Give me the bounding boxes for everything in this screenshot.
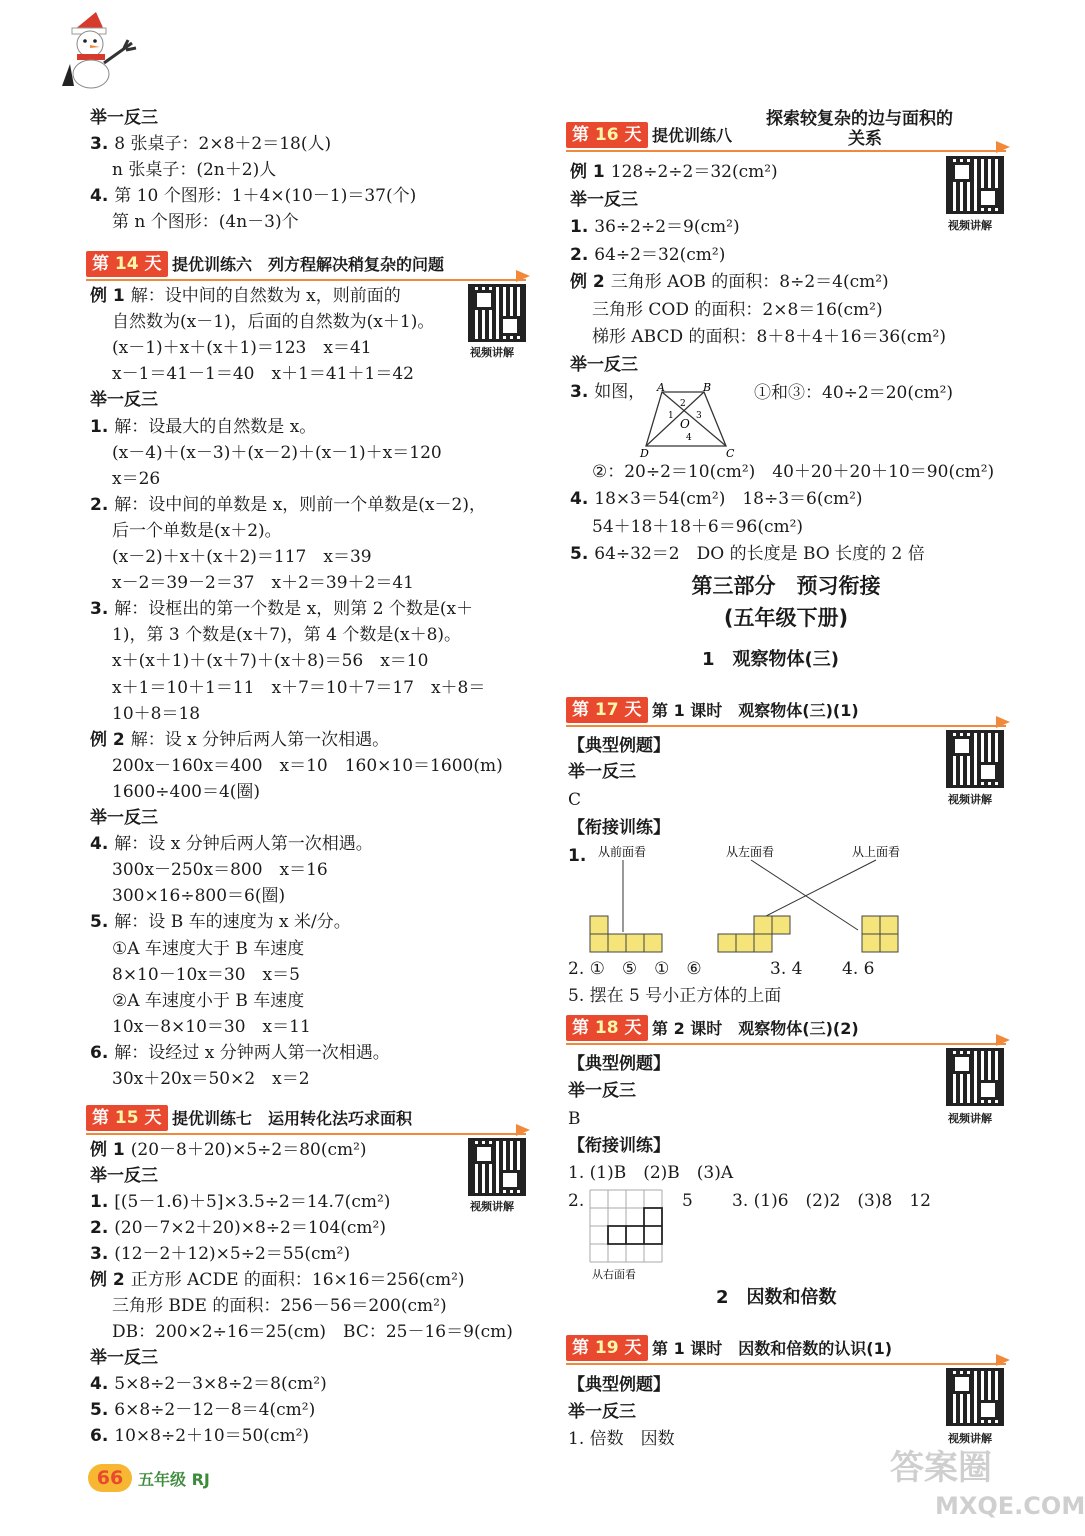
item-text: 18×3＝54(cm²) 18÷3＝6(cm²) bbox=[594, 489, 863, 509]
answer-line bbox=[90, 1294, 447, 1318]
day18-h3: 【衔接训练】 bbox=[568, 1136, 670, 1156]
answer-line bbox=[570, 353, 644, 377]
answer-line bbox=[90, 937, 304, 961]
qr-caption: 视频讲解 bbox=[948, 793, 992, 806]
day17-title: 第 1 课时 观察物体(三)(1) bbox=[652, 701, 859, 720]
label-a: A bbox=[657, 381, 665, 394]
item-heading: 例 2 bbox=[90, 729, 125, 750]
answer-line bbox=[90, 310, 434, 334]
item-text: (20－7×2＋20)×8÷2＝104(cm²) bbox=[114, 1218, 386, 1238]
answer-line bbox=[90, 493, 486, 517]
day17-q2: 2. ① ⑤ ① ⑥ bbox=[568, 959, 702, 979]
item-heading: 例 2 bbox=[570, 272, 605, 292]
item-text: 三角形 COD 的面积：2×8＝16(cm²) bbox=[592, 299, 883, 320]
item-text: 6×8÷2－12－8＝4(cm²) bbox=[114, 1400, 316, 1420]
qr-caption: 视频讲解 bbox=[470, 346, 514, 359]
qr-code-icon[interactable] bbox=[946, 1048, 1004, 1106]
item-number: 1. bbox=[90, 416, 109, 437]
watermark-url: MXQE.COM bbox=[935, 1492, 1085, 1520]
answer-line bbox=[90, 519, 282, 543]
item-text: 三角形 BDE 的面积：256－56＝200(cm²) bbox=[112, 1296, 447, 1316]
answer-line bbox=[90, 597, 473, 621]
day18-badge: 第 18 天 bbox=[566, 1015, 648, 1041]
watermark-logo: 答案圈 bbox=[890, 1448, 992, 1488]
day16-title2a: 探索较复杂的边与面积的 bbox=[766, 109, 953, 129]
item-text: 自然数为(x－1)，后面的自然数为(x＋1)。 bbox=[112, 312, 435, 333]
item-text: 10＋8＝18 bbox=[112, 703, 201, 724]
region-1: 1 bbox=[668, 411, 674, 421]
label-c: C bbox=[726, 447, 735, 460]
view-left: 从左面看 bbox=[726, 845, 775, 859]
day15-title: 提优训练七 运用转化法巧求面积 bbox=[172, 1109, 413, 1128]
day15-header bbox=[86, 1103, 526, 1135]
region-3: 3 bbox=[696, 411, 702, 421]
unit1-title: 1 观察物体(三) bbox=[702, 649, 839, 670]
item-text: (x－2)＋x＋(x＋2)＝117 x＝39 bbox=[112, 547, 372, 567]
item-text: 5×8÷2－3×8÷2＝8(cm²) bbox=[114, 1374, 327, 1394]
part3-subtitle: (五年级下册) bbox=[723, 606, 849, 630]
trapezoid-figure bbox=[640, 382, 740, 458]
item-heading: 举一反三 bbox=[90, 1348, 158, 1368]
item-text: 8×10－10x＝30 x＝5 bbox=[112, 964, 300, 985]
answer-line bbox=[90, 415, 316, 439]
answer-line bbox=[90, 832, 373, 856]
item-text: 1600÷400＝4(圈) bbox=[112, 781, 261, 802]
day16-title: 提优训练八 bbox=[652, 126, 733, 145]
view-top: 从上面看 bbox=[852, 845, 901, 859]
answer-line bbox=[570, 460, 994, 484]
item-text: (x－4)＋(x－3)＋(x－2)＋(x－1)＋x＝120 bbox=[112, 442, 442, 463]
qr-caption: 视频讲解 bbox=[948, 219, 992, 232]
day18-q3: 3. (1)6 (2)2 (3)8 12 bbox=[732, 1191, 931, 1211]
answer-line bbox=[90, 649, 428, 673]
item-number: 5. bbox=[570, 544, 589, 564]
item-text: x＋(x＋1)＋(x＋7)＋(x＋8)＝56 x＝10 bbox=[112, 651, 429, 672]
item-text: 36÷2÷2＝9(cm²) bbox=[594, 217, 740, 237]
answer-line bbox=[90, 1320, 513, 1344]
item-text: 64÷32＝2 DO 的长度是 BO 长度的 2 倍 bbox=[594, 544, 925, 564]
day17-q4: 4. 6 bbox=[842, 959, 875, 979]
item-text: x＝26 bbox=[112, 468, 161, 489]
item-text: x－2＝39－2＝37 x＋2＝39＋2＝41 bbox=[112, 573, 414, 594]
answer-line bbox=[90, 336, 372, 360]
item-heading: 举一反三 bbox=[90, 390, 158, 411]
answer-line bbox=[90, 362, 414, 386]
item-text: 解：设 x 分钟后两人第一次相遇。 bbox=[130, 729, 390, 750]
day16-title2b: 关系 bbox=[848, 129, 882, 149]
day17-badge: 第 17 天 bbox=[566, 697, 648, 723]
answer-line bbox=[90, 910, 351, 934]
item-text: 30x＋20x＝50×2 x＝2 bbox=[112, 1069, 310, 1089]
item-number: 5. bbox=[90, 912, 109, 933]
right-view-grid bbox=[590, 1190, 670, 1282]
item-text: 解：设最大的自然数是 x。 bbox=[114, 416, 317, 437]
day19-badge: 第 19 天 bbox=[566, 1335, 648, 1361]
qr-caption: 视频讲解 bbox=[948, 1432, 992, 1445]
day18-q1: 1. (1)B (2)B (3)A bbox=[568, 1163, 734, 1183]
answer-line bbox=[90, 623, 461, 647]
page-number: 66 bbox=[88, 1464, 132, 1492]
answer-line bbox=[90, 780, 260, 804]
item-number: 3. bbox=[570, 382, 589, 402]
answer-line bbox=[570, 188, 644, 212]
answer-line bbox=[90, 963, 300, 987]
item-number: 1. bbox=[570, 217, 589, 237]
answer-line bbox=[90, 132, 331, 156]
day19-header bbox=[566, 1333, 1006, 1365]
snowman-illustration bbox=[44, 8, 144, 88]
item-text: 后一个单数是(x＋2)。 bbox=[112, 520, 282, 541]
region-4: 4 bbox=[686, 433, 692, 443]
item-text: 正方形 ACDE 的面积：16×16＝256(cm²) bbox=[130, 1270, 465, 1290]
item-text: ②：20÷2＝10(cm²) 40＋20＋20＋10＝90(cm²) bbox=[592, 461, 995, 482]
item-text: [(5－1.6)＋5]×3.5÷2＝14.7(cm²) bbox=[114, 1192, 391, 1212]
answer-line bbox=[570, 487, 863, 511]
answer-line bbox=[90, 728, 389, 752]
answer-line bbox=[90, 1067, 310, 1091]
answer-line bbox=[90, 467, 160, 491]
grade-label: 五年级 RJ bbox=[138, 1470, 210, 1489]
answer-line bbox=[90, 1424, 309, 1448]
answer-line bbox=[90, 1216, 386, 1240]
item-heading: 举一反三 bbox=[570, 354, 638, 375]
answer-line bbox=[90, 754, 503, 778]
label-o: O bbox=[680, 417, 690, 431]
item-text: 三角形 AOB 的面积：8÷2＝4(cm²) bbox=[610, 272, 889, 292]
day17-header bbox=[566, 695, 1006, 727]
item-heading: 例 1 bbox=[570, 162, 605, 182]
answer-line bbox=[570, 298, 883, 322]
item-text: 300x－250x＝800 x＝16 bbox=[112, 860, 328, 881]
answer-line bbox=[90, 1398, 315, 1422]
item-text: 128÷2÷2＝32(cm²) bbox=[610, 162, 778, 182]
item-number: 4. bbox=[570, 489, 589, 509]
region-2: 2 bbox=[680, 399, 686, 409]
qr-code-icon[interactable] bbox=[946, 1368, 1004, 1426]
view-front: 从前面看 bbox=[598, 845, 647, 859]
item-heading: 例 2 bbox=[90, 1270, 125, 1290]
day18-header bbox=[566, 1013, 1006, 1045]
day16-badge: 第 16 天 bbox=[566, 122, 648, 148]
item-heading: 例 1 bbox=[90, 1140, 125, 1160]
item-number: 4. bbox=[90, 1374, 109, 1394]
item-text: 54＋18＋18＋6＝96(cm²) bbox=[592, 516, 804, 537]
item-number: 2. bbox=[90, 494, 109, 515]
answer-line bbox=[90, 1242, 350, 1266]
answer-line bbox=[90, 184, 416, 208]
day18-q2: 2. bbox=[568, 1191, 585, 1211]
flag-icon bbox=[996, 716, 1010, 728]
answer-line bbox=[90, 1346, 164, 1370]
part3-title: 第三部分 预习衔接 bbox=[691, 574, 881, 598]
answer-line bbox=[90, 884, 285, 908]
answer-line bbox=[90, 858, 328, 882]
item-text: 解：设经过 x 分钟两人第一次相遇。 bbox=[114, 1042, 390, 1063]
answer-line bbox=[90, 1268, 465, 1292]
answer-line bbox=[90, 210, 299, 234]
answer-line bbox=[90, 1041, 390, 1065]
answer-line bbox=[570, 160, 778, 184]
unit2-title: 2 因数和倍数 bbox=[716, 1287, 837, 1308]
item-number: 3. bbox=[90, 599, 109, 620]
item-number: 2. bbox=[90, 1218, 109, 1238]
qr-caption: 视频讲解 bbox=[948, 1112, 992, 1125]
qr-caption: 视频讲解 bbox=[470, 1200, 514, 1213]
item-number: 3. bbox=[90, 134, 109, 154]
day17-h1: 【典型例题】 bbox=[568, 736, 670, 756]
item-text: DB：200×2÷16＝25(cm) BC：25－16＝9(cm) bbox=[112, 1322, 513, 1342]
answer-line bbox=[570, 380, 645, 404]
answer-line bbox=[90, 545, 372, 569]
item-text: 10×8÷2＋10＝50(cm²) bbox=[114, 1426, 310, 1446]
answer-line bbox=[570, 215, 740, 239]
item-text: n 张桌子：(2n＋2)人 bbox=[112, 160, 277, 180]
item-text: 解：设中间的单数是 x，则前一个单数是(x－2)， bbox=[114, 494, 486, 515]
item-text: (12－2＋12)×5÷2＝55(cm²) bbox=[114, 1244, 351, 1264]
answer-line bbox=[90, 158, 276, 182]
item-number: 6. bbox=[90, 1042, 109, 1063]
label-b: B bbox=[703, 381, 712, 394]
item-text: 8 张桌子：2×8＋2＝18(人) bbox=[114, 134, 332, 154]
item-number: 4. bbox=[90, 834, 109, 855]
item-heading: 举一反三 bbox=[90, 1166, 158, 1186]
answer-line bbox=[90, 702, 200, 726]
qr-code-icon[interactable] bbox=[468, 1138, 526, 1196]
day18-h2: 举一反三 bbox=[568, 1081, 636, 1101]
day18-h1: 【典型例题】 bbox=[568, 1054, 670, 1074]
day17-q5: 5. 摆在 5 号小正方体的上面 bbox=[568, 986, 782, 1006]
item-text: 如图， bbox=[594, 382, 646, 402]
item-text: 64÷2＝32(cm²) bbox=[594, 244, 726, 265]
qr-code-icon[interactable] bbox=[946, 156, 1004, 214]
answer-line bbox=[570, 542, 925, 566]
answer-line bbox=[90, 1372, 327, 1396]
item-heading: 例 1 bbox=[90, 286, 125, 306]
item-number: 5. bbox=[90, 1400, 109, 1420]
item-text: 第 n 个图形：(4n－3)个 bbox=[112, 212, 299, 232]
day18-q2-answer: 5 bbox=[682, 1191, 693, 1211]
day18-title: 第 2 课时 观察物体(三)(2) bbox=[652, 1019, 859, 1038]
item-text: 200x－160x＝400 x＝10 160×10＝1600(m) bbox=[112, 755, 503, 776]
day19-q1: 1. 倍数 因数 bbox=[568, 1429, 675, 1449]
item-text: ①A 车速度大于 B 车速度 bbox=[112, 938, 305, 959]
flag-icon bbox=[996, 141, 1010, 153]
answer-line bbox=[570, 243, 725, 267]
item-text: 解：设 B 车的速度为 x 米/分。 bbox=[114, 912, 351, 933]
qr-code-icon[interactable] bbox=[468, 284, 526, 342]
answer-line bbox=[90, 989, 304, 1013]
flag-icon bbox=[516, 270, 530, 282]
answer-line bbox=[570, 270, 889, 294]
day17-ans: C bbox=[568, 790, 582, 810]
day14-header bbox=[86, 249, 526, 281]
flag-icon bbox=[996, 1354, 1010, 1366]
day17-h3: 【衔接训练】 bbox=[568, 818, 670, 838]
flag-icon bbox=[996, 1034, 1010, 1046]
item-text: 10x－8×10＝30 x＝11 bbox=[112, 1016, 311, 1037]
day17-h2: 举一反三 bbox=[568, 762, 636, 782]
item-number: 3. bbox=[90, 1244, 109, 1264]
fig-note: ①和③：40÷2＝20(cm²) bbox=[754, 383, 954, 403]
item-text: 300×16÷800＝6(圈) bbox=[112, 886, 286, 907]
answer-line bbox=[90, 1164, 164, 1188]
item-text: 第 10 个图形：1＋4×(10－1)＝37(个) bbox=[114, 186, 417, 206]
flag-icon bbox=[516, 1124, 530, 1136]
item-text: (x－1)＋x＋(x＋1)＝123 x＝41 bbox=[112, 338, 372, 359]
day19-h1: 【典型例题】 bbox=[568, 1375, 670, 1395]
view-matching-figure bbox=[586, 840, 916, 955]
answer-line bbox=[90, 571, 414, 595]
grid-caption: 从右面看 bbox=[592, 1268, 636, 1281]
day14-title: 提优训练六 列方程解决稍复杂的问题 bbox=[172, 255, 445, 274]
item-text: (20－8＋20)×5÷2＝80(cm²) bbox=[130, 1140, 367, 1160]
day17-q1: 1. bbox=[568, 846, 587, 866]
answer-line bbox=[90, 1190, 390, 1214]
day19-title: 第 1 课时 因数和倍数的认识(1) bbox=[652, 1339, 893, 1358]
answer-line bbox=[90, 806, 164, 830]
answer-line bbox=[570, 515, 803, 539]
item-text: x－1＝41－1＝40 x＋1＝41＋1＝42 bbox=[112, 364, 414, 385]
day16-header bbox=[566, 120, 1006, 152]
answer-line bbox=[90, 284, 401, 308]
item-text: 解：设 x 分钟后两人第一次相遇。 bbox=[114, 834, 373, 855]
answer-line bbox=[90, 1015, 311, 1039]
qr-code-icon[interactable] bbox=[946, 730, 1004, 788]
item-text: x＋1＝10＋1＝11 x＋7＝10＋7＝17 x＋8＝ bbox=[112, 677, 486, 698]
item-text: 1)，第 3 个数是(x＋7)，第 4 个数是(x＋8)。 bbox=[112, 625, 462, 646]
day18-ans: B bbox=[568, 1109, 581, 1129]
item-heading: 举一反三 bbox=[90, 808, 158, 828]
item-text: ②A 车速度小于 B 车速度 bbox=[112, 990, 305, 1011]
answer-line bbox=[90, 1138, 367, 1162]
day15-badge: 第 15 天 bbox=[86, 1105, 168, 1131]
item-number: 1. bbox=[90, 1192, 109, 1212]
item-text: 解：设中间的自然数为 x，则前面的 bbox=[130, 286, 401, 306]
label-d: D bbox=[640, 447, 649, 460]
item-number: 4. bbox=[90, 186, 109, 206]
day14-badge: 第 14 天 bbox=[86, 251, 168, 277]
item-number: 2. bbox=[570, 244, 589, 265]
answer-line bbox=[570, 325, 946, 349]
item-number: 6. bbox=[90, 1426, 109, 1446]
day17-q3: 3. 4 bbox=[770, 959, 803, 979]
top-heading: 举一反三 bbox=[90, 108, 158, 128]
answer-line bbox=[90, 676, 485, 700]
item-heading: 举一反三 bbox=[570, 189, 638, 210]
answer-line bbox=[90, 388, 164, 412]
answer-line bbox=[90, 441, 442, 465]
day19-h2: 举一反三 bbox=[568, 1402, 636, 1422]
item-text: 梯形 ABCD 的面积：8＋8＋4＋16＝36(cm²) bbox=[592, 327, 946, 347]
item-text: 解：设框出的第一个数是 x，则第 2 个数是(x＋ bbox=[114, 599, 474, 620]
